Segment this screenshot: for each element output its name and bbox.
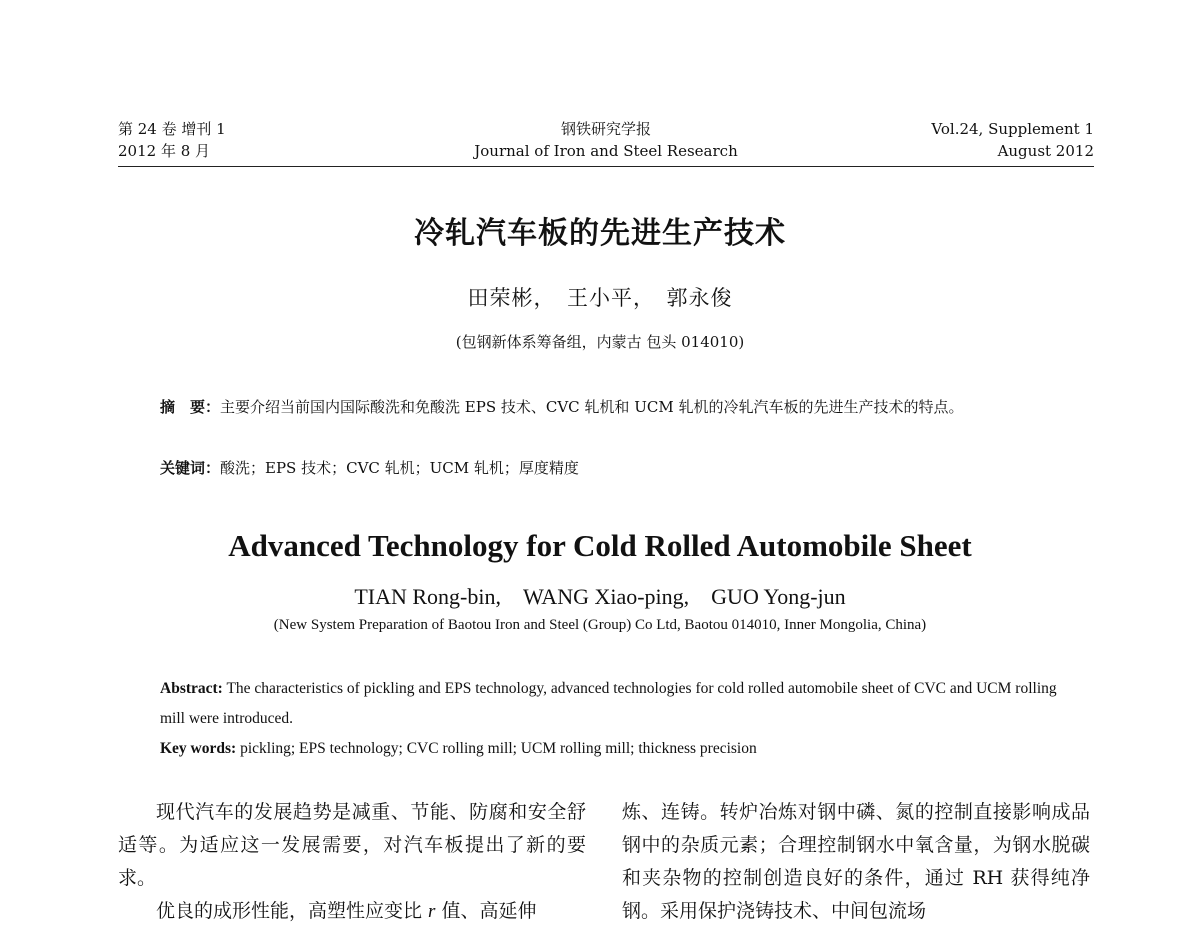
abstract-cn-label: 摘 要：	[160, 398, 221, 416]
header-journal-cn: 钢铁研究学报	[560, 120, 651, 138]
paper-title-en: Advanced Technology for Cold Rolled Automobile Sheet	[228, 528, 972, 563]
abstract-cn-text: 主要介绍当前国内国际酸洗和免酸洗 EPS 技术、CVC 轧机和 UCM 轧机的冷轧汽车板的先进生产技术的特点。	[220, 398, 964, 416]
authors-en: TIAN Rong-bin, WANG Xiao-ping, GUO Yong-jun	[354, 584, 846, 609]
keywords-cn	[160, 456, 1060, 480]
header-journal-en: Journal of Iron and Steel Research	[474, 142, 738, 160]
affiliation-cn: (包钢新体系筹备组，内蒙古 包头 014010)	[455, 333, 745, 351]
abstract-en-label: Abstract:	[160, 680, 223, 697]
header-supplement: Vol.24, Supplement 1	[931, 120, 1094, 138]
running-header	[118, 118, 1094, 172]
body-paragraph: 现代汽车的发展趋势是减重、节能、防腐和安全舒适等。为适应这一发展需要，对汽车板提出了新的要求。	[118, 801, 586, 889]
keywords-cn-label: 关键词：	[160, 459, 221, 477]
abstract-en-text: The characteristics of pickling and EPS technology, advanced technologies for cold rolled automobile sheet of CVC and UCM rolling mill were introduced.	[160, 680, 1057, 727]
body-text: 优良的成形性能，高塑性应变比	[156, 900, 429, 922]
abstract-cn	[160, 392, 1060, 422]
abstract-en	[160, 674, 1060, 734]
body-paragraph	[118, 895, 586, 928]
keywords-en-text: pickling; EPS technology; CVC rolling mill; UCM rolling mill; thickness precision	[236, 740, 757, 757]
header-date-cn: 2012 年 8 月	[118, 142, 211, 160]
variable-r: r	[428, 901, 436, 922]
body-column-left	[118, 796, 586, 928]
keywords-en	[160, 737, 1060, 761]
authors-cn: 田荣彬， 王小平， 郭永俊	[467, 286, 733, 310]
header-date-en: August 2012	[997, 142, 1094, 160]
header-rule	[118, 166, 1094, 167]
keywords-cn-text: 酸洗；EPS 技术；CVC 轧机；UCM 轧机；厚度精度	[220, 459, 579, 477]
header-volume: 第 24 卷 增刊 1	[118, 120, 226, 138]
affiliation-en: (New System Preparation of Baotou Iron and Steel (Group) Co Ltd, Baotou 014010, Inner Mongolia, China)	[273, 617, 927, 633]
paper-title-cn: 冷轧汽车板的先进生产技术	[414, 216, 786, 251]
body-column-right	[622, 796, 1090, 928]
body-paragraph: 炼、连铸。转炉冶炼对钢中磷、氮的控制直接影响成品钢中的杂质元素；合理控制钢水中氧含量，为钢水脱碳和夹杂物的控制创造良好的条件，通过 RH 获得纯净钢。采用保护浇铸技术、中间包流场	[622, 801, 1090, 922]
body-text: 值、高延伸	[435, 900, 537, 922]
keywords-en-label: Key words:	[160, 740, 237, 757]
header-volume-en	[931, 118, 1094, 162]
